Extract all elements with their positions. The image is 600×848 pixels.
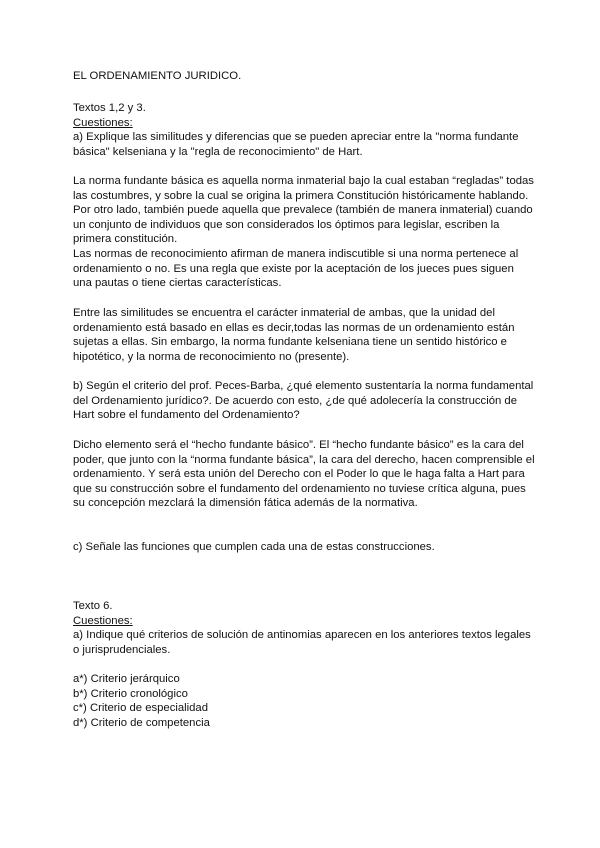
document-title: EL ORDENAMIENTO JURIDICO.	[73, 70, 242, 82]
question-c: c) Señale las funciones que cumplen cada una de estas construcciones.	[73, 541, 435, 553]
list-item: a*) Criterio jerárquico	[73, 673, 180, 685]
question-a: a) Explique las similitudes y diferencias que se pueden apreciar entre la "norma fundante básica" kelseniana y la "regla de reconocimiento" de Hart.	[73, 131, 519, 158]
criterios-list	[73, 672, 535, 730]
question-a-texto-6: a) Indique qué criterios de solución de antinomias aparecen en los anteriores textos legales o jurisprudenciales.	[73, 629, 531, 656]
list-item: d*) Criterio de competencia	[73, 716, 210, 729]
answer-paragraph-3: Entre las similitudes se encuentra el carácter inmaterial de ambas, que la unidad del ordenamiento está basado en ellas es decir,todas las normas de un ordenamiento están sujetas a ellas. Sin embargo, la norma fundante kelseniana tiene un sentido histórico e hipotético, y la norma de reconocimiento no (presente).	[73, 307, 515, 363]
list-item: c*) Criterio de especialidad	[73, 702, 209, 715]
texto-6-heading: Texto 6.	[73, 600, 113, 612]
answer-paragraph-1: La norma fundante básica es aquella norma inmaterial bajo la cual estaban “regladas” todas las costumbres, y sobre la cual se origina la primera Constitución históricamente hablando. Por otro lado, también puede aquella que prevalece (también de manera inmaterial) cuando un conjunto de individuos que son considerados los óptimos para legislar, escriben la primera constitución.	[73, 175, 534, 246]
cuestiones-heading: Cuestiones:	[73, 117, 133, 129]
question-b: b) Según el criterio del prof. Peces-Barba, ¿qué elemento sustentaría la norma fundamental del Ordenamiento jurídico?. De acuerdo con esto, ¿de qué adolecería la construcción de Hart sobre el fundamento del Ordenamiento?	[73, 380, 534, 422]
answer-paragraph-4: Dicho elemento será el “hecho fundante básico”. El “hecho fundante básico” es la cara del poder, que junto con la “norma fundante básica”, la cara del derecho, hacen comprensible el ordenamiento. Y será esta unión del Derecho con el Poder lo que le haga falta a Hart para que su construcción sobre el fundamento del ordenamiento no tuviese crítica alguna, pues su concepción mezclará la dimensión fática además de la normativa.	[73, 439, 535, 510]
textos-heading: Textos 1,2 y 3.	[73, 102, 146, 114]
list-item: b*) Criterio cronológico	[73, 687, 188, 700]
answer-paragraph-2: Las normas de reconocimiento afirman de manera indiscutible si una norma pertenece al ordenamiento o no. Es una regla que existe por la aceptación de los jueces pues siguen una pautas o tiene ciertas características.	[73, 248, 519, 290]
cuestiones-heading-2: Cuestiones:	[73, 615, 133, 627]
